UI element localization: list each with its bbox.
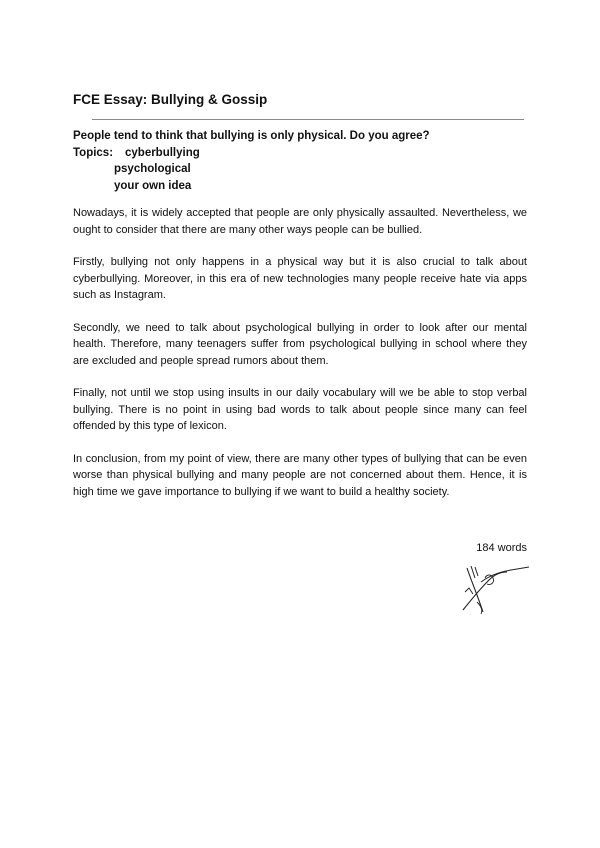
essay-paragraph: Finally, not until we stop using insults in our daily vocabulary will we be able to stop verbal bullying. There is no point in using bad words to talk about people since many can feel offended by this type of lexicon. — [73, 387, 527, 432]
topics-row — [73, 145, 533, 162]
topic-item: your own idea — [114, 179, 192, 192]
page-title: FCE Essay: Bullying & Gossip — [73, 92, 268, 107]
topic-item: psychological — [114, 163, 191, 175]
essay-body — [73, 205, 527, 516]
essay-paragraph: In conclusion, from my point of view, there are many other types of bullying that can be even worse than physical bullying and many people are not concerned about them. Hence, it is high time we gave importance to bullying if we want to build a healthy society. — [73, 452, 527, 498]
essay-paragraph: Secondly, we need to talk about psychological bullying in order to look after our mental health. Therefore, many teenagers suffer from psychological bullying in school where they are excluded and people spread rumors about them. — [73, 321, 527, 367]
essay-paragraph: Firstly, bullying not only happens in a physical way but it is also crucial to talk about cyberbullying. Moreover, in this era of new technologies many people receive hate via apps such as Instagram. — [73, 256, 527, 301]
word-count: 184 words — [476, 542, 527, 554]
title-divider — [92, 119, 524, 120]
topic-item: cyberbullying — [125, 146, 200, 159]
signature-icon — [455, 562, 535, 617]
topics-label: Topics: — [73, 146, 114, 159]
essay-paragraph: Nowadays, it is widely accepted that people are only physically assaulted. Nevertheless, we ought to consider that there are many other ways people can be bullied. — [73, 207, 527, 236]
essay-prompt — [73, 128, 533, 194]
essay-question: People tend to think that bullying is only physical. Do you agree? — [73, 130, 430, 142]
